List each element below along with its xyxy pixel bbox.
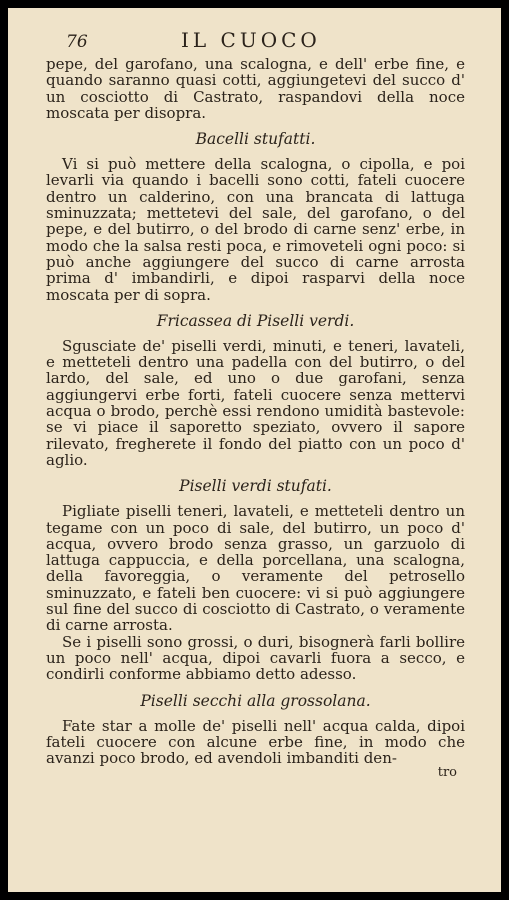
page-number: 76 [66,32,88,52]
section-heading-piselli-secchi: Piselli secchi alla grossolana. [140,691,371,710]
paragraph-fricassea: Sgusciate de' piselli verdi, minuti, e teneri, lavateli, e metteteli dentro una padella con del butirro, o del lardo, del sale, ed uno o due garofani, senza aggiungervi erbe forti, fateli cuocere senza mettervi acqua o brodo, perchè essi rendono umidità bastevole: se vi piace il saporetto speziato, ovvero il sapore rilevato, fregherete il fondo del piatto con un poco d' aglio. [46,336,465,469]
paragraph-piselli-stufati: Pigliate piselli teneri, lavateli, e metteteli dentro un tegame con un poco di sale, del butirro, un poco d' acqua, ovvero brodo senza grasso, un garzuolo di lattuga cappuccia, e della porcellana, una scalogna, della favoreggia, o veramente del petrosello sminuzzato, e fateli ben cuocere: vi si può aggiungere sul fine del succo di cosciotto di Castrato, o veramente di carne arrosta. [46,502,465,635]
paragraph-piselli-grossi: Se i piselli sono grossi, o duri, bisognerà farli bollire un poco nell' acqua, dipoi cavarli fuora a secco, e condirli conforme abbiamo detto adesso. [46,632,465,684]
book-page [8,8,501,892]
paragraph-piselli-secchi: Fate star a molle de' piselli nell' acqua calda, dipoi fateli cuocere con alcune erbe fine, in modo che avanzi poco brodo, ed avendoli imbanditi den- [46,716,465,768]
running-title: IL CUOCO [181,28,321,52]
paragraph-continuation: pepe, del garofano, una scalogna, e dell' erbe fine, e quando saranno quasi cotti, aggiungetevi del succo d' un cosciotto di Castrato, raspandovi della noce moscata per disopra. [46,55,465,122]
section-heading-bacelli: Bacelli stufatti. [195,130,316,149]
page-header [66,28,481,54]
page-body [46,56,465,780]
section-heading-fricassea: Fricassea di Piselli verdi. [156,311,355,330]
paragraph-bacelli: Vi si può mettere della scalogna, o cipolla, e poi levarli via quando i bacelli sono cotti, fateli cuocere dentro un calderino, con una brancata di lattuga sminuzzata; mettetevi del sale, del garofano, o del pepe, e del butirro, o del brodo di carne senz' erbe, in modo che la salsa resti poca, e rimoveteli ogni poco: si può anche aggiungere del succo di carne arrosta prima d' imbandirli, e dipoi rasparvi della noce moscata per di sopra. [46,155,465,304]
section-heading-piselli-stufati: Piselli verdi stufati. [179,477,332,496]
catchword: tro [437,765,457,781]
